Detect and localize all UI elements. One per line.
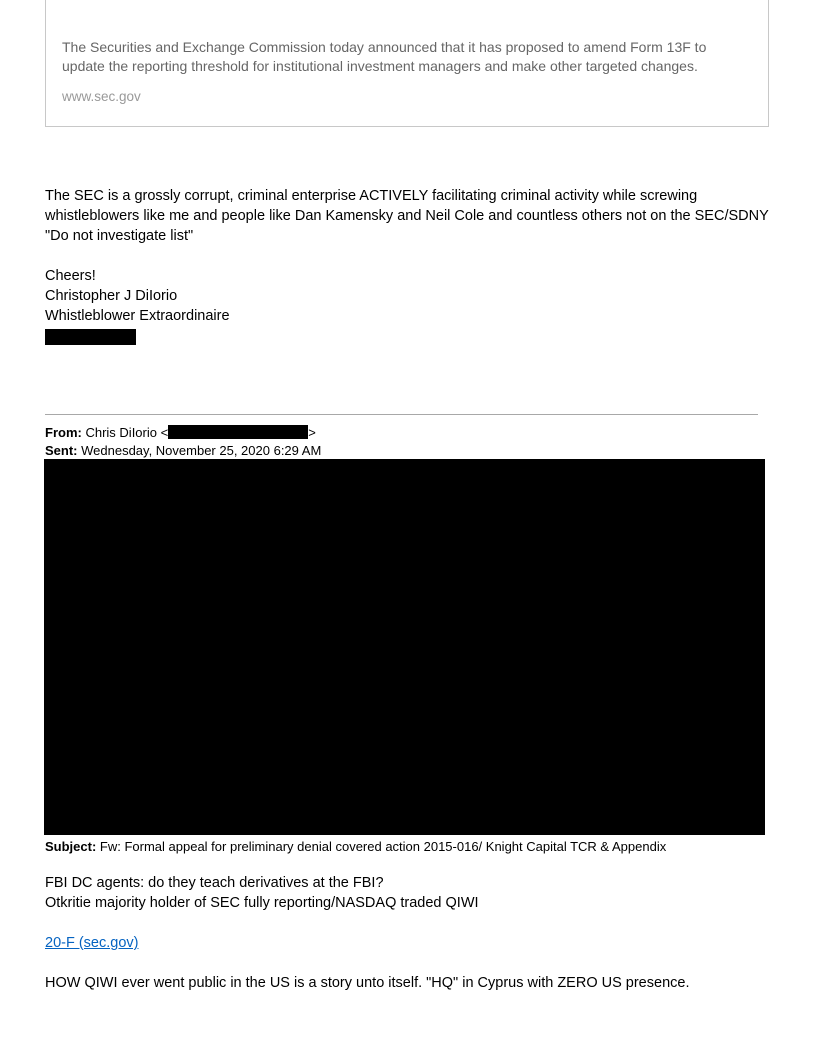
link-preview-card[interactable]	[45, 0, 769, 127]
from-name: Chris DiIorio <	[85, 425, 169, 440]
body-line: FBI DC agents: do they teach derivatives at the FBI?	[45, 875, 384, 891]
from-line	[45, 424, 316, 441]
link-preview-description: The Securities and Exchange Commission today announced that it has proposed to amend Form 13F to update the reporting threshold for institutional investment managers and make other targeted changes.	[62, 39, 707, 74]
redaction-block	[44, 459, 765, 835]
sent-value: Wednesday, November 25, 2020 6:29 AM	[81, 443, 322, 458]
from-label: From:	[45, 425, 82, 440]
signature-block	[45, 266, 230, 326]
body-paragraph-3: HOW QIWI ever went public in the US is a story unto itself. "HQ" in Cyprus with ZERO US presence.	[45, 975, 690, 991]
signature-greeting: Cheers!	[45, 268, 96, 284]
from-close: >	[308, 425, 316, 440]
body-paragraph: The SEC is a grossly corrupt, criminal enterprise ACTIVELY facilitating criminal activity while screwing whistleblowers like me and people like Dan Kamensky and Neil Cole and countless others not on the SEC/SDNY "Do not investigate list"	[45, 188, 769, 244]
sec-filing-link[interactable]: 20-F (sec.gov)	[45, 935, 139, 951]
link-preview-url[interactable]: www.sec.gov	[62, 89, 141, 104]
signature-name: Christopher J DiIorio	[45, 288, 178, 304]
body-line: Otkritie majority holder of SEC fully reporting/NASDAQ traded QIWI	[45, 895, 479, 911]
sent-label: Sent:	[45, 443, 78, 458]
sent-line	[45, 442, 321, 459]
signature-title: Whistleblower Extraordinaire	[45, 308, 230, 324]
subject-label: Subject:	[45, 839, 97, 854]
subject-value: Fw: Formal appeal for preliminary denial covered action 2015-016/ Knight Capital TCR & Appendix	[99, 839, 667, 854]
subject-line	[45, 838, 666, 855]
redaction-bar	[45, 329, 136, 345]
body-paragraph-2	[45, 873, 479, 913]
divider	[45, 414, 758, 415]
redacted-email	[168, 425, 308, 439]
